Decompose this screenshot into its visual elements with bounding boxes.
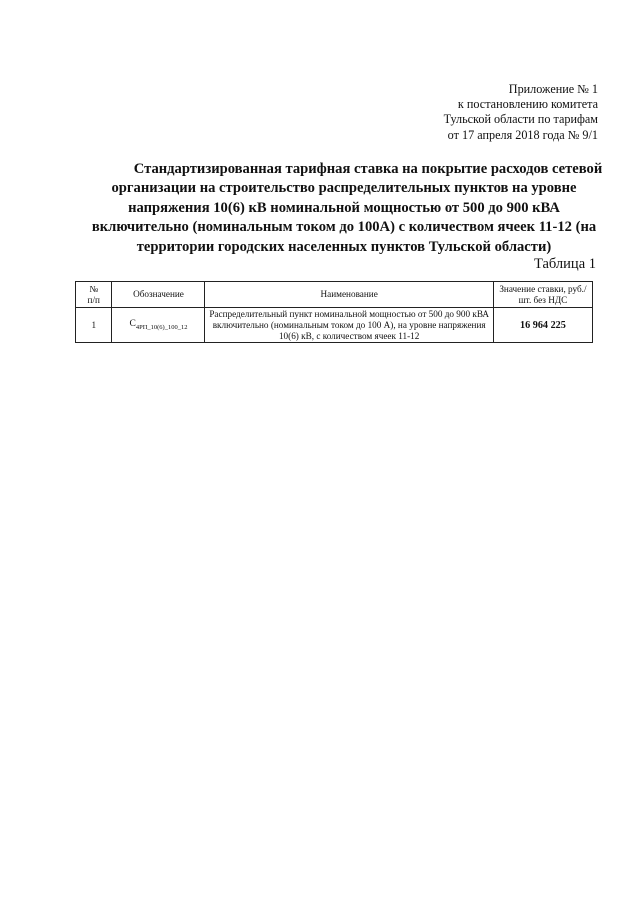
row-code-main: С xyxy=(129,318,136,329)
table-row xyxy=(76,308,593,343)
appendix-header xyxy=(444,82,598,143)
appendix-line-3: Тульской области по тарифам xyxy=(443,112,598,127)
row-num: 1 xyxy=(76,308,112,343)
table-header-row xyxy=(76,282,593,308)
tariff-table xyxy=(75,281,593,343)
appendix-line-2: к постановлению комитета xyxy=(457,97,598,112)
row-code-subscript: 4РП_10(6)_100_12 xyxy=(135,323,188,331)
document-title: Стандартизированная тарифная ставка на покрытие расходов сетевой организации на строительство распределительных пунктов на уровне напряжения 10(6) кВ номинальной мощностью от 500 до 900 кВА включительно (номинальным током до 100А) с количеством ячеек 11-12 (на территории городских населенных пунктов Тульской области) xyxy=(91,161,603,255)
header-num: № п/п xyxy=(76,282,112,308)
appendix-line-1: Приложение № 1 xyxy=(508,82,598,96)
header-code: Обозначение xyxy=(112,282,205,308)
header-value: Значение ставки, руб./шт. без НДС xyxy=(493,282,592,308)
row-value: 16 964 225 xyxy=(493,308,592,343)
appendix-line-4: от 17 апреля 2018 года № 9/1 xyxy=(447,127,598,142)
table-caption: Таблица 1 xyxy=(533,256,596,272)
row-name: Распределительный пункт номинальной мощностью от 500 до 900 кВА включительно (номинальным током до 100 А), на уровне напряжения 10(6) кВ, с количеством ячеек 11-12 xyxy=(205,308,493,343)
header-name: Наименование xyxy=(205,282,493,308)
row-code xyxy=(112,308,205,343)
